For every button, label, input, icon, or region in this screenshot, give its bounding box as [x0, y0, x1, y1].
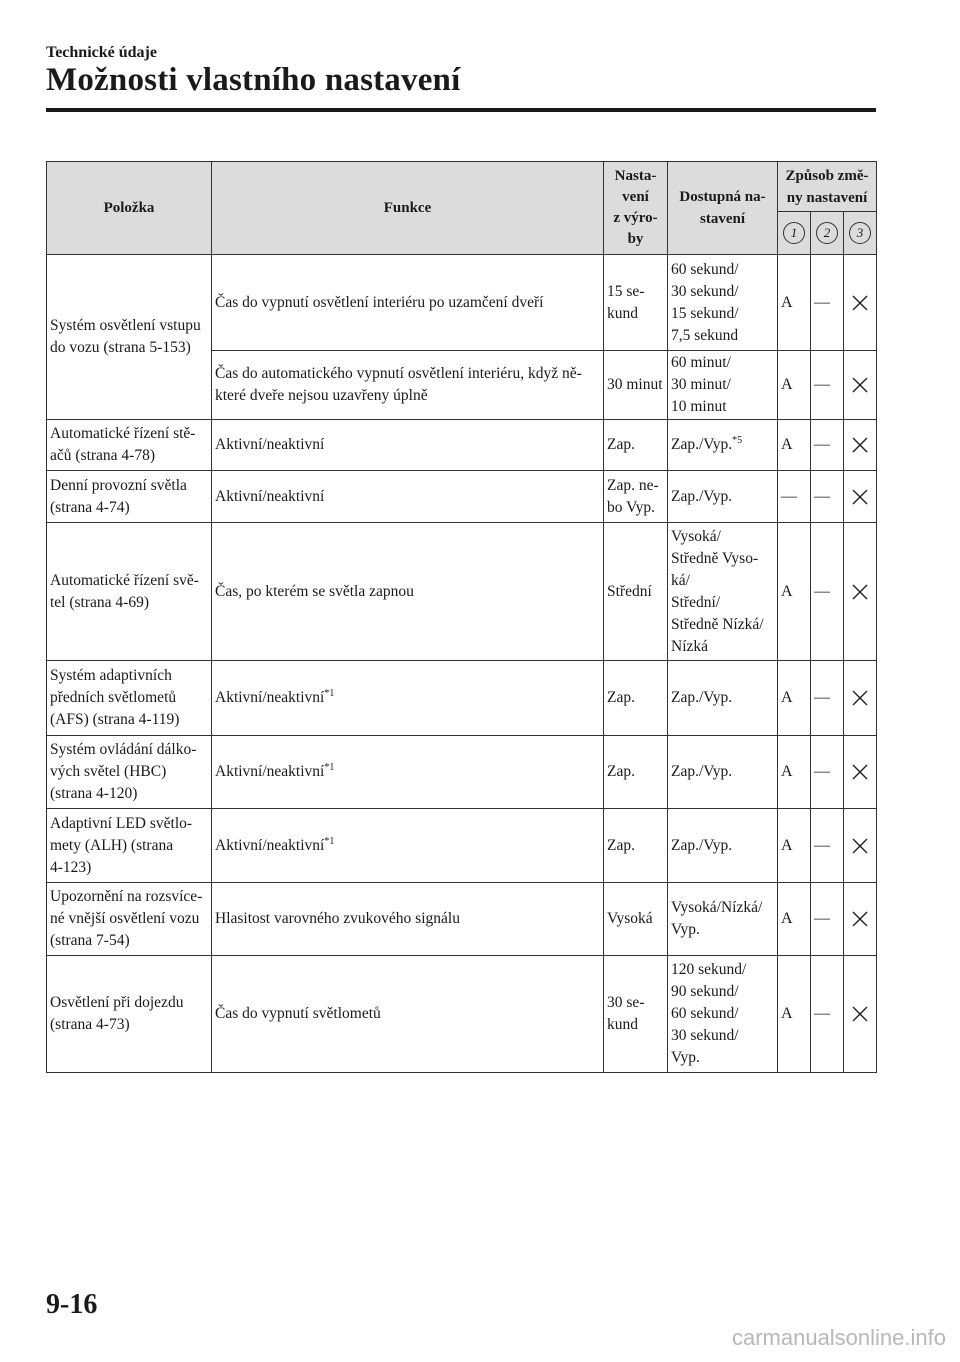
cell-available: Zap./Vyp. [668, 471, 778, 523]
watermark: carmanualsonline.info [731, 1325, 946, 1350]
cell-function: Aktivní/neaktivní$^{*1}$ [212, 809, 604, 883]
cell-item: Automatické řízení stě- ačů (strana 4-78) [47, 420, 212, 471]
cell-default: 30 minut [604, 351, 668, 420]
cell-default: Zap. [604, 661, 668, 736]
cell-item: Systém osvětlení vstupu do vozu (strana 5-153) [47, 255, 212, 420]
cell-method-2: — [811, 420, 844, 471]
x-mark-icon [851, 436, 869, 454]
cell-method-2: — [811, 471, 844, 523]
page-number: 9-16 [46, 1289, 98, 1320]
cell-item: Osvětlení při dojezdu (strana 4-73) [47, 956, 212, 1073]
cell-function: Aktivní/neaktivní$^{*1}$ [212, 736, 604, 809]
cell-method-3 [844, 736, 877, 809]
cell-default: Střední [604, 523, 668, 661]
circled-three-icon: 3 [849, 222, 871, 244]
header-method: Způsob změ- ny nastavení [778, 162, 877, 212]
header-default: Nasta- vení z výro- by [604, 162, 668, 255]
cell-method-1: A [778, 255, 811, 351]
cell-function: Čas do vypnutí světlometů [212, 956, 604, 1073]
x-mark-icon [851, 488, 869, 506]
table-row [47, 255, 877, 351]
cell-default: Zap. [604, 809, 668, 883]
cell-method-1: A [778, 956, 811, 1073]
cell-method-2: — [811, 255, 844, 351]
table-row [47, 420, 877, 471]
footnote-mark: *5 [732, 434, 743, 446]
cell-method-2: — [811, 351, 844, 420]
cell-function: Hlasitost varovného zvukového signálu [212, 883, 604, 956]
cell-method-1: A [778, 351, 811, 420]
cell-function: Čas do automatického vypnutí osvětlení interiéru, když ně- které dveře nejsou uzavřeny úplně [212, 351, 604, 420]
x-mark-icon [851, 294, 869, 312]
footnote-mark: *1 [324, 687, 335, 699]
cell-default: Zap. [604, 420, 668, 471]
settings-table [46, 161, 877, 1073]
cell-method-2: — [811, 809, 844, 883]
section-label: Technické údaje [46, 44, 157, 61]
cell-function: Aktivní/neaktivní [212, 471, 604, 523]
cell-method-2: — [811, 523, 844, 661]
cell-method-3 [844, 809, 877, 883]
cell-default: Zap. [604, 736, 668, 809]
cell-method-1: — [778, 471, 811, 523]
cell-available: Zap./Vyp.$^{*5}$ [668, 420, 778, 471]
x-mark-icon [851, 376, 869, 394]
x-mark-icon [851, 1005, 869, 1023]
footnote-mark: *1 [324, 835, 335, 847]
table-row [47, 471, 877, 523]
circled-two-icon: 2 [816, 222, 838, 244]
circled-one-icon: 1 [783, 222, 805, 244]
cell-method-1: A [778, 883, 811, 956]
cell-available: Zap./Vyp. [668, 736, 778, 809]
table-row [47, 523, 877, 661]
header-available: Dostupná na- stavení [668, 162, 778, 255]
cell-method-3 [844, 661, 877, 736]
cell-method-1: A [778, 661, 811, 736]
cell-method-2: — [811, 661, 844, 736]
cell-available: Vysoká/ Středně Vyso- ká/ Střední/ Středně Nízká/ Nízká [668, 523, 778, 661]
cell-default: Zap. ne- bo Vyp. [604, 471, 668, 523]
cell-method-3 [844, 471, 877, 523]
table-row [47, 956, 877, 1073]
cell-method-3 [844, 883, 877, 956]
table-row [47, 883, 877, 956]
cell-available: 60 minut/ 30 minut/ 10 minut [668, 351, 778, 420]
cell-method-2: — [811, 956, 844, 1073]
header-item: Položka [47, 162, 212, 255]
cell-item: Upozornění na rozsvíce- né vnější osvětlení vozu (strana 7-54) [47, 883, 212, 956]
table-row [47, 736, 877, 809]
table-row [47, 809, 877, 883]
header-method-3 [844, 212, 877, 255]
cell-available: Vysoká/Nízká/ Vyp. [668, 883, 778, 956]
cell-method-2: — [811, 883, 844, 956]
header-method-1 [778, 212, 811, 255]
cell-default: 30 se- kund [604, 956, 668, 1073]
cell-method-3 [844, 351, 877, 420]
cell-item: Automatické řízení svě- tel (strana 4-69) [47, 523, 212, 661]
cell-item: Systém ovládání dálko- vých světel (HBC) (strana 4-120) [47, 736, 212, 809]
page-title: Možnosti vlastního nastavení [46, 62, 461, 98]
cell-method-1: A [778, 523, 811, 661]
x-mark-icon [851, 583, 869, 601]
header-method-2 [811, 212, 844, 255]
cell-item: Adaptivní LED světlo- mety (ALH) (strana 4-123) [47, 809, 212, 883]
cell-available: 60 sekund/ 30 sekund/ 15 sekund/ 7,5 sekund [668, 255, 778, 351]
x-mark-icon [851, 837, 869, 855]
cell-method-3 [844, 523, 877, 661]
cell-function: Čas do vypnutí osvětlení interiéru po uzamčení dveří [212, 255, 604, 351]
cell-function: Aktivní/neaktivní [212, 420, 604, 471]
x-mark-icon [851, 910, 869, 928]
cell-item: Denní provozní světla (strana 4-74) [47, 471, 212, 523]
cell-method-2: — [811, 736, 844, 809]
header-function: Funkce [212, 162, 604, 255]
x-mark-icon [851, 763, 869, 781]
cell-default: Vysoká [604, 883, 668, 956]
footnote-mark: *1 [324, 761, 335, 773]
cell-function: Aktivní/neaktivní$^{*1}$ [212, 661, 604, 736]
cell-method-1: A [778, 809, 811, 883]
cell-available: 120 sekund/ 90 sekund/ 60 sekund/ 30 sekund/ Vyp. [668, 956, 778, 1073]
cell-available: Zap./Vyp. [668, 809, 778, 883]
cell-method-3 [844, 956, 877, 1073]
table-row [47, 661, 877, 736]
cell-method-1: A [778, 420, 811, 471]
cell-item: Systém adaptivních předních světlometů (AFS) (strana 4-119) [47, 661, 212, 736]
cell-function: Čas, po kterém se světla zapnou [212, 523, 604, 661]
cell-method-3 [844, 255, 877, 351]
cell-available: Zap./Vyp. [668, 661, 778, 736]
cell-method-3 [844, 420, 877, 471]
cell-method-1: A [778, 736, 811, 809]
title-divider [46, 108, 876, 112]
x-mark-icon [851, 689, 869, 707]
cell-default: 15 se- kund [604, 255, 668, 351]
